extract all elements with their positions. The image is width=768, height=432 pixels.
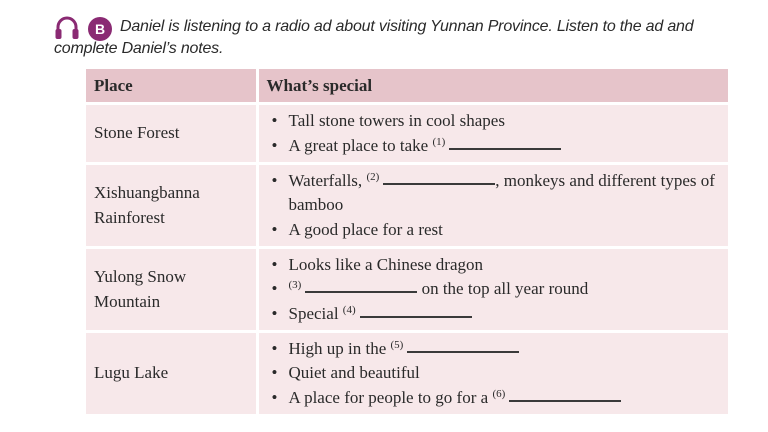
item-text: Looks like a Chinese dragon [288, 254, 484, 274]
list-item [267, 361, 721, 386]
list-item [267, 302, 721, 327]
answer-blank[interactable] [383, 183, 495, 185]
special-cell [257, 248, 728, 332]
answer-blank[interactable] [360, 316, 472, 318]
specials-list [267, 109, 721, 158]
special-cell [257, 332, 728, 416]
question-number: (2) [366, 170, 380, 183]
table-row [86, 332, 728, 416]
question-number: (4) [342, 303, 356, 316]
place-name: Yulong Snow Mountain [86, 248, 257, 332]
item-text: A good place for a rest [288, 219, 443, 239]
place-name: Lugu Lake [86, 332, 257, 416]
table-header-row [86, 69, 728, 104]
item-text: Waterfalls, [288, 170, 367, 190]
table-row [86, 248, 728, 332]
item-text: High up in the [288, 338, 391, 358]
item-text-after: on the top all year round [417, 279, 589, 299]
list-item [267, 253, 721, 278]
exercise-badge: B [88, 17, 112, 41]
answer-blank[interactable] [449, 148, 561, 150]
table-row [86, 164, 728, 248]
question-number: (5) [390, 338, 404, 351]
column-header-place: Place [86, 69, 257, 104]
special-cell [257, 104, 728, 164]
column-header-special: What’s special [257, 69, 728, 104]
question-number: (3) [288, 279, 302, 292]
question-number: (1) [432, 135, 446, 148]
specials-list [267, 253, 721, 327]
list-item [267, 386, 721, 411]
item-text: A great place to take [288, 135, 433, 155]
item-text: Special [288, 303, 343, 323]
question-number: (6) [492, 387, 506, 400]
specials-list [267, 337, 721, 411]
list-item [267, 218, 721, 243]
item-text: A place for people to go for a [288, 387, 493, 407]
item-text: Tall stone towers in cool shapes [288, 111, 505, 130]
instruction-text: Daniel is listening to a radio ad about visiting Yunnan Province. Listen to the ad and complete Daniel’s notes. [54, 18, 694, 57]
table-row [86, 104, 728, 164]
answer-blank[interactable] [407, 351, 519, 353]
answer-blank[interactable] [509, 400, 621, 402]
item-text-after: , monkeys and different types of bamboo [288, 170, 715, 215]
specials-list [267, 169, 721, 243]
item-text: Quiet and beautiful [288, 363, 420, 383]
place-name: Xishuangbanna Rainforest [86, 164, 257, 248]
special-cell [257, 164, 728, 248]
place-name: Stone Forest [86, 104, 257, 164]
notes-table [86, 69, 728, 417]
list-item [267, 277, 721, 302]
list-item [267, 169, 721, 218]
list-item [267, 109, 721, 134]
list-item [267, 337, 721, 362]
answer-blank[interactable] [305, 291, 417, 293]
list-item [267, 134, 721, 159]
